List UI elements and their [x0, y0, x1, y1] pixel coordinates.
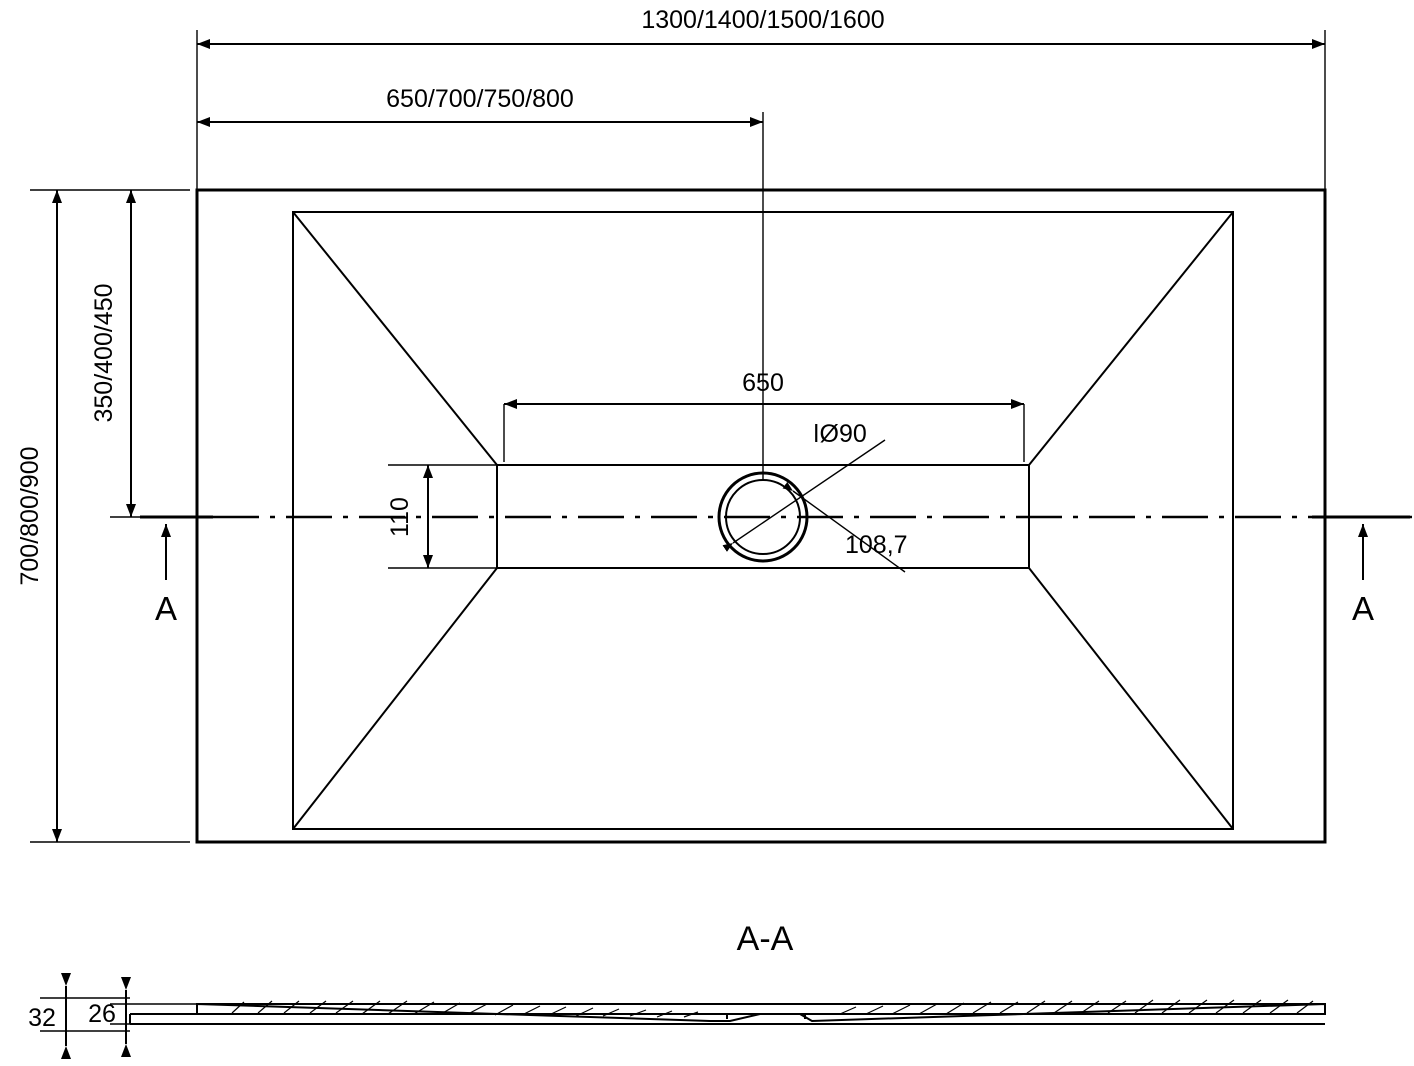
label-drain-diameter: ǀØ90 — [813, 420, 867, 448]
label-overall-height: 700/800/900 — [16, 446, 44, 586]
label-drain-inner-diameter: 108,7 — [845, 531, 908, 559]
label-channel-width: 110 — [386, 497, 414, 537]
label-section-marker-left: A — [154, 590, 178, 627]
label-half-height: 350/400/450 — [90, 283, 118, 423]
label-inner-thickness: 26 — [88, 1000, 116, 1028]
label-half-width: 650/700/750/800 — [386, 85, 574, 113]
label-overall-width: 1300/1400/1500/1600 — [641, 6, 885, 34]
label-section-marker-right: A — [1351, 590, 1375, 627]
label-section-title: A-A — [736, 920, 794, 958]
label-total-thickness: 32 — [28, 1004, 56, 1032]
label-channel-length: 650 — [742, 369, 784, 397]
